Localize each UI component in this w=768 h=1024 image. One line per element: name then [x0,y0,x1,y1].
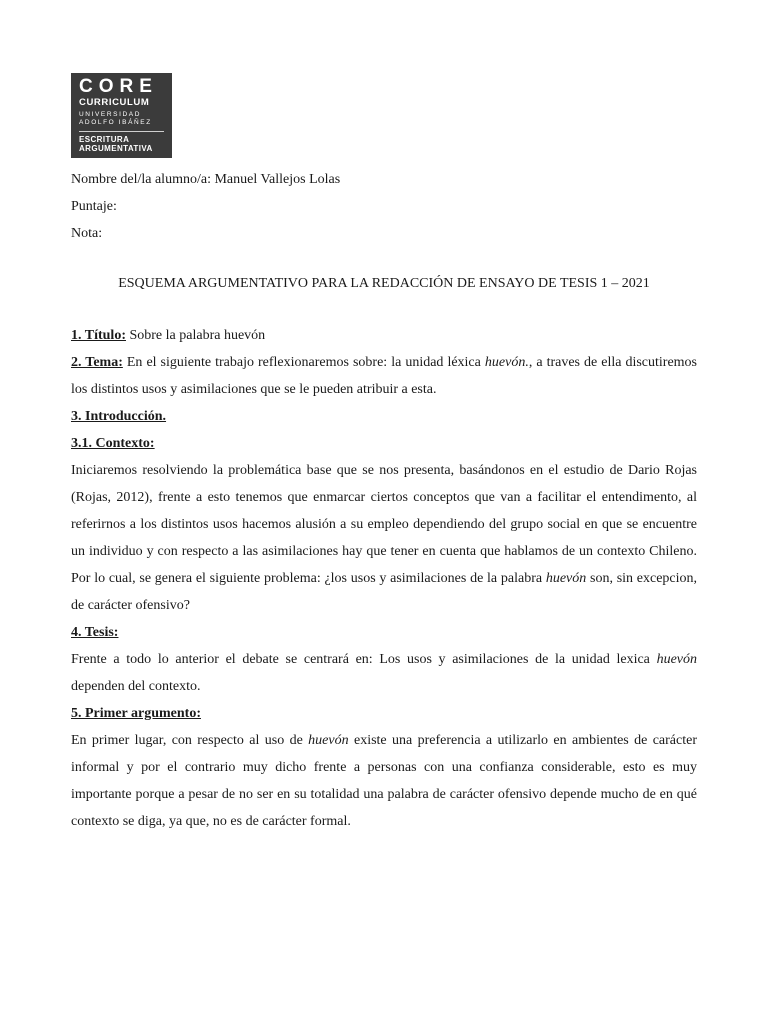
contexto-italic: huevón [545,571,587,586]
student-name-value: Manuel Vallejos Lolas [214,172,341,187]
document-title: ESQUEMA ARGUMENTATIVO PARA LA REDACCIÓN DE ENSAYO DE TESIS 1 – 2021 [118,276,650,291]
section-arg1-heading [71,700,697,727]
logo-argumentativa-text: ARGUMENTATIVA [79,144,153,153]
section-titulo-text: Sobre la palabra huevón [129,328,266,343]
logo-curriculum-text: CURRICULUM [79,97,150,108]
student-header [71,166,340,247]
section-tema-italic: huevón. [484,355,529,370]
tesis-text-end: dependen del contexto. [71,679,201,694]
tesis-text: Frente a todo lo anterior el debate se centrará en: Los usos y asimilaciones de la unidad lexica [71,652,650,667]
contexto-text: Iniciaremos resolviendo la problemática base que se nos presenta, basándonos en el estudio de Dario Rojas (Rojas, 2012), frente a esto tenemos que enmarcar ciertos conceptos que van a facilitar el entendimento, al referirnos a los distintos usos hacemos alusión a su empleo dependiendo del grupo social en que se encuentre un individuo y con respecto a las asimilaciones hay que tener en cuenta que hablamos de un contexto Chileno. Por lo cual, se genera el siguiente problema: ¿los usos y asimilaciones de la palabra [71,463,697,586]
section-arg1-paragraph [71,727,697,835]
arg1-italic: huevón [308,733,349,748]
section-introduccion [71,403,697,430]
logo-core-text: CORE [79,76,158,97]
arg1-text-end: existe una preferencia a utilizarlo en ambientes de carácter informal y por el contrario muy dicho frente a personas con una confianza considerable, esto es muy importante porque a pesar de no ser en su totalidad una palabra de carácter ofensivo depende mucho de en qué contexto se diga, ya que, no es de carácter formal. [71,733,697,829]
arg1-text: En primer lugar, con respecto al uso de [71,733,303,748]
logo-university-text: UNIVERSIDAD [79,111,142,118]
section-tema-text-end: , a traves de ella discutiremos los distintos usos y asimilaciones que se le pueden atribuir a esta. [71,355,698,397]
section-contexto-paragraph [71,457,697,619]
tesis-italic: huevón [656,652,698,667]
score-label: Puntaje: [71,199,117,214]
section-tesis-heading [71,619,697,646]
contexto-text-end: son, sin excepcion, de carácter ofensivo? [71,571,698,613]
section-tesis-paragraph [71,646,697,700]
section-contexto-heading [71,430,697,457]
section-introduccion-label: 3. Introducción. [71,409,167,424]
document-body [71,322,697,835]
student-name-label: Nombre del/la alumno/a: [71,172,211,187]
section-arg1-label: 5. Primer argumento: [71,706,201,721]
grade-label: Nota: [71,226,103,241]
section-tema [71,349,697,403]
section-titulo [71,322,697,349]
section-titulo-label: 1. Título: [71,328,126,343]
logo-university-name: ADOLFO IBÁÑEZ [79,119,152,126]
logo-escritura-text: ESCRITURA [79,135,130,144]
section-tema-label: 2. Tema: [71,355,123,370]
logo-divider [79,131,164,132]
section-contexto-label: 3.1. Contexto: [71,436,155,451]
section-tema-text: En el siguiente trabajo reflexionaremos sobre: la unidad léxica [126,355,481,370]
student-name-line [71,166,340,193]
core-curriculum-logo [71,73,172,158]
section-tesis-label: 4. Tesis: [71,625,119,640]
